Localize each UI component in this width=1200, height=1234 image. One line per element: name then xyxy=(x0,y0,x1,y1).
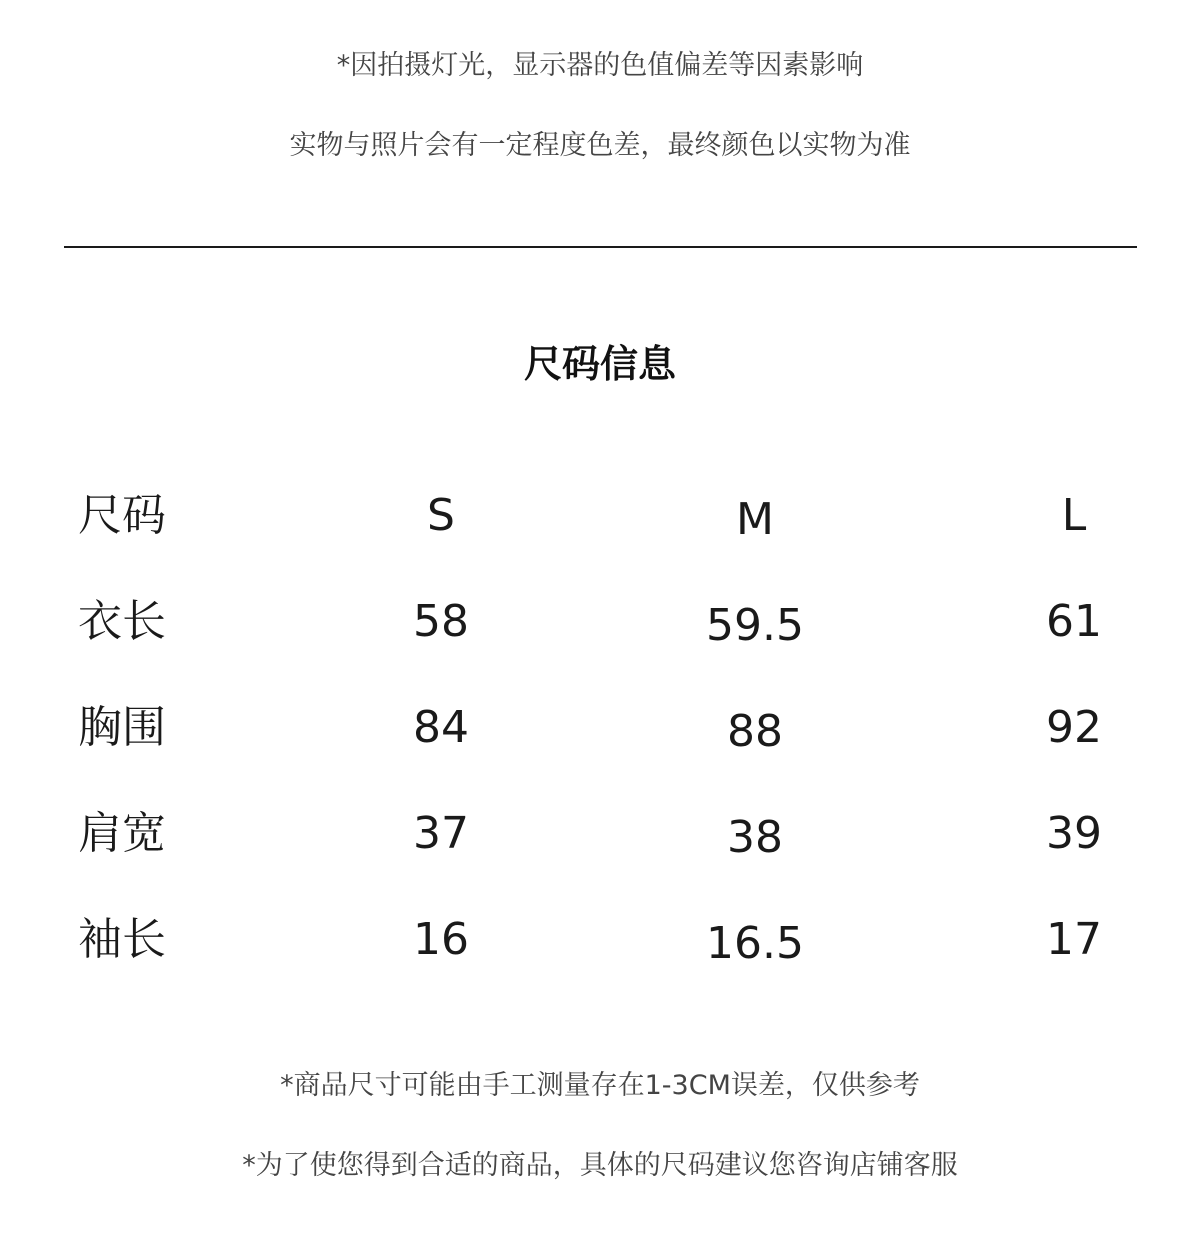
cell-sleeve-l: 17 xyxy=(1046,914,1102,965)
cell-chest-m: 88 xyxy=(727,706,783,757)
cell-shoulder-s: 37 xyxy=(413,808,469,859)
row-label-sleeve: 袖长 xyxy=(78,914,166,965)
row-label-shoulder: 肩宽 xyxy=(78,808,166,859)
cell-length-l: 61 xyxy=(1046,596,1102,647)
measurement-error-note: *商品尺寸可能由手工测量存在1-3CM误差，仅供参考 xyxy=(280,1070,920,1101)
table-header-size-m: M xyxy=(736,494,774,545)
color-disclaimer-line-1: *因拍摄灯光，显示器的色值偏差等因素影响 xyxy=(336,50,864,81)
cell-chest-l: 92 xyxy=(1046,702,1102,753)
table-header-size-s: S xyxy=(427,490,455,541)
size-advice-note: *为了使您得到合适的商品，具体的尺码建议您咨询店铺客服 xyxy=(242,1150,958,1181)
cell-shoulder-m: 38 xyxy=(727,812,783,863)
cell-length-m: 59.5 xyxy=(706,600,804,651)
row-label-length: 衣长 xyxy=(78,596,166,647)
cell-length-s: 58 xyxy=(413,596,469,647)
cell-chest-s: 84 xyxy=(413,702,469,753)
size-info-title: 尺码信息 xyxy=(523,342,676,386)
color-disclaimer-line-2: 实物与照片会有一定程度色差，最终颜色以实物为准 xyxy=(289,130,911,161)
table-header-size-l: L xyxy=(1061,490,1087,541)
cell-sleeve-s: 16 xyxy=(413,914,469,965)
cell-sleeve-m: 16.5 xyxy=(706,918,804,969)
table-header-label: 尺码 xyxy=(78,490,166,541)
row-label-chest: 胸围 xyxy=(78,702,166,753)
cell-shoulder-l: 39 xyxy=(1046,808,1102,859)
